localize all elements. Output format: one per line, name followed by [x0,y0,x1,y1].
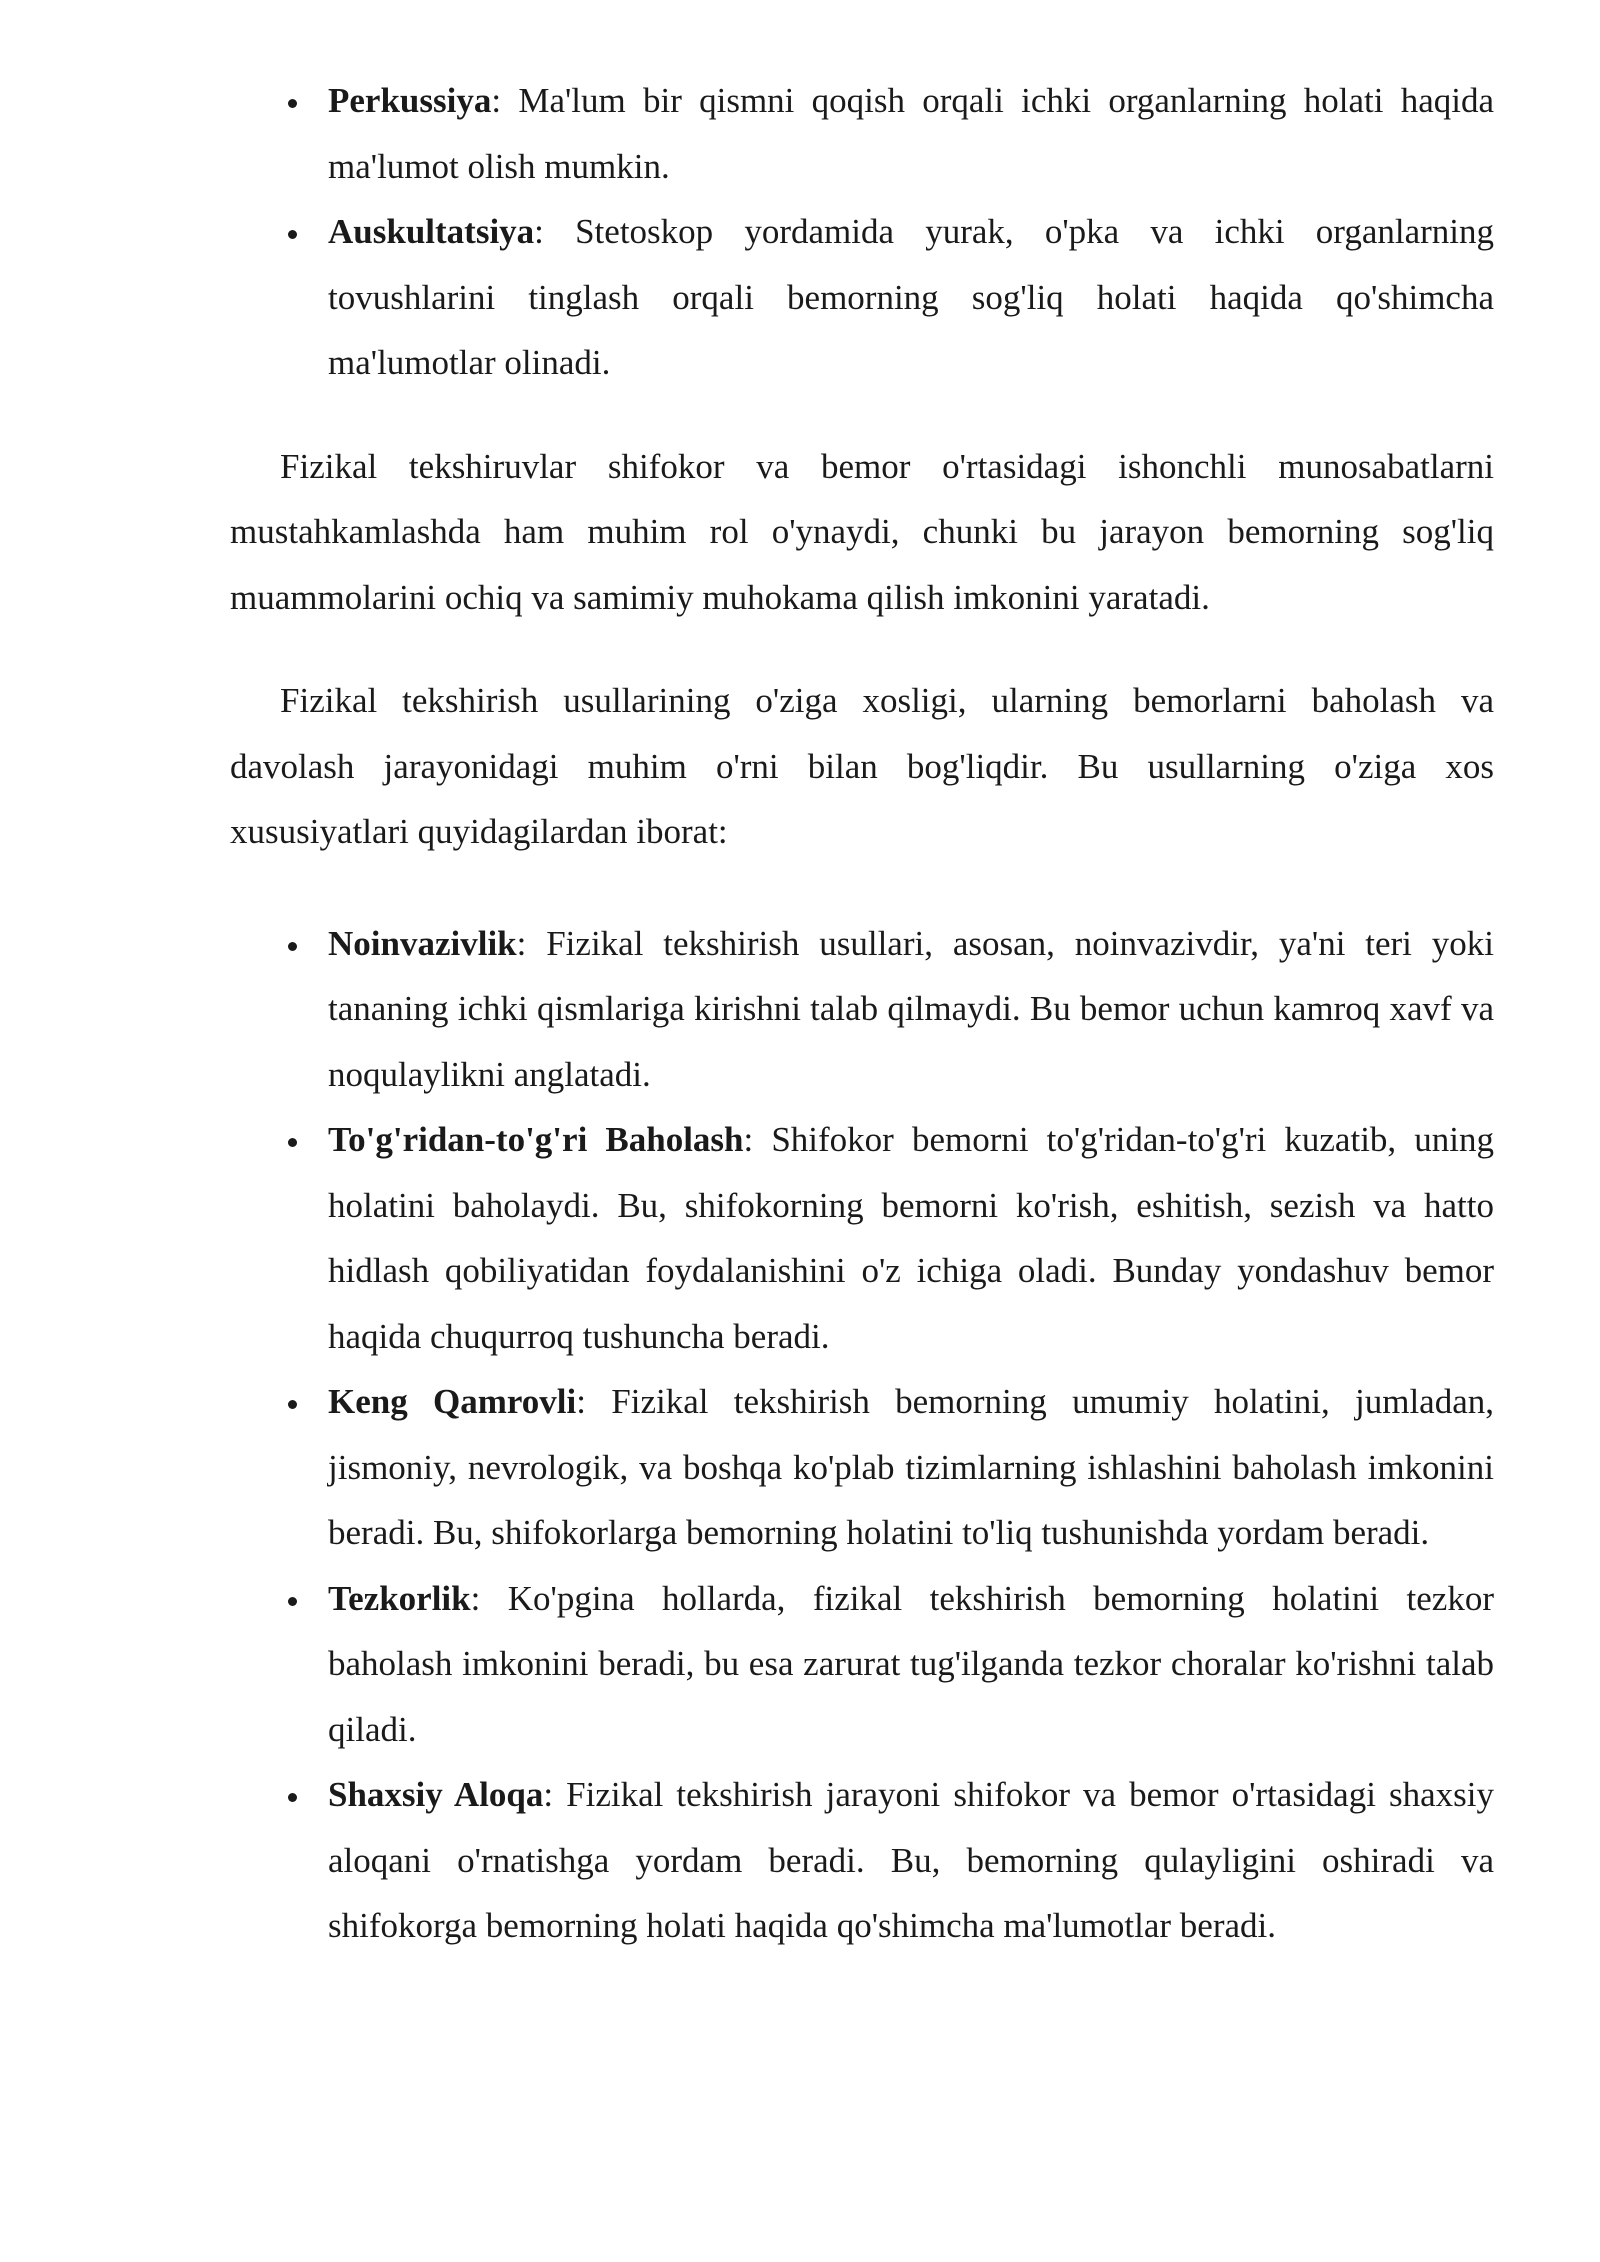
bullet-icon [282,199,302,265]
list-item-term: Noinvazivlik [328,923,517,963]
bullet-list-features [230,911,1494,1959]
list-item [230,68,1494,199]
list-item-text: : Ko'pgina hollarda, fizikal tekshirish bemorning holatini tezkor baholash imkonini beradi, bu esa zarurat tug'ilganda tezkor choralar ko'rishni talab qiladi. [328,1578,1494,1749]
bullet-icon [282,1107,302,1173]
list-item-text: : Shifokor bemorni to'g'ridan-to'g'ri kuzatib, uning holatini baholaydi. Bu, shifokorning bemorni ko'rish, eshitish, sezish va hatto hidlash qobiliyatidan foydalanishini o'z ichiga oladi. Bunday yondashuv bemor haqida chuqurroq tushuncha beradi. [328,1120,1494,1356]
list-item-term: To'g'ridan-to'g'ri Baholash [328,1120,744,1159]
bullet-icon [282,1762,302,1828]
document-page [230,68,1494,1959]
list-item-term: Shaxsiy Aloqa [328,1775,544,1814]
list-item-text: : Stetoskop yordamida yurak, o'pka va ichki organlarning tovushlarini tinglash orqali bemorning sog'liq holati haqida qo'shimcha ma'lumotlar olinadi. [328,212,1494,382]
list-item-text: : Fizikal tekshirish bemorning umumiy holatini, jumladan, jismoniy, nevrologik, va boshqa ko'plab tizimlarning ishlashini baholash imkonini beradi. Bu, shifokorlarga bemorning holatini to'liq tushunishda yordam beradi. [328,1382,1494,1552]
bullet-icon [282,68,302,134]
list-item [230,1369,1494,1566]
list-item [230,199,1494,396]
bullet-icon [282,911,302,977]
paragraph: Fizikal tekshirish usullarining o'ziga xosligi, ularning bemorlarni baholash va davolash jarayonidagi muhim o'rni bilan bog'liqdir. Bu usullarning o'ziga xos xususiyatlari quyidagilardan iborat: [230,681,1494,851]
list-item [230,1566,1494,1763]
bullet-list-exam-methods [230,68,1494,396]
bullet-icon [282,1369,302,1435]
list-item-text: : Fizikal tekshirish jarayoni shifokor va bemor o'rtasidagi shaxsiy aloqani o'rnatishga yordam beradi. Bu, bemorning qulayligini oshiradi va shifokorga bemorning holati haqida qo'shimcha ma'lumotlar beradi. [328,1775,1494,1945]
list-item-term: Tezkorlik [328,1578,471,1618]
list-item-text: : Ma'lum bir qismni qoqish orqali ichki organlarning holati haqida ma'lumot olish mumkin. [328,81,1494,186]
list-item-text: : Fizikal tekshirish usullari, asosan, noinvazivdir, ya'ni teri yoki tananing ichki qismlariga kirishni talab qilmaydi. Bu bemor uchun kamroq xavf va noqulaylikni anglatadi. [328,923,1494,1094]
bullet-icon [282,1566,302,1632]
list-item [230,1107,1494,1369]
list-item-term: Keng Qamrovli [328,1382,577,1421]
list-item-term: Perkussiya [328,81,492,120]
list-item-term: Auskultatsiya [328,212,535,251]
list-item [230,1762,1494,1959]
paragraph: Fizikal tekshiruvlar shifokor va bemor o'rtasidagi ishonchli munosabatlarni mustahkamlashda ham muhim rol o'ynaydi, chunki bu jarayon bemorning sog'liq muammolarini ochiq va samimiy muhokama qilish imkonini yaratadi. [230,446,1494,617]
list-item [230,911,1494,1108]
